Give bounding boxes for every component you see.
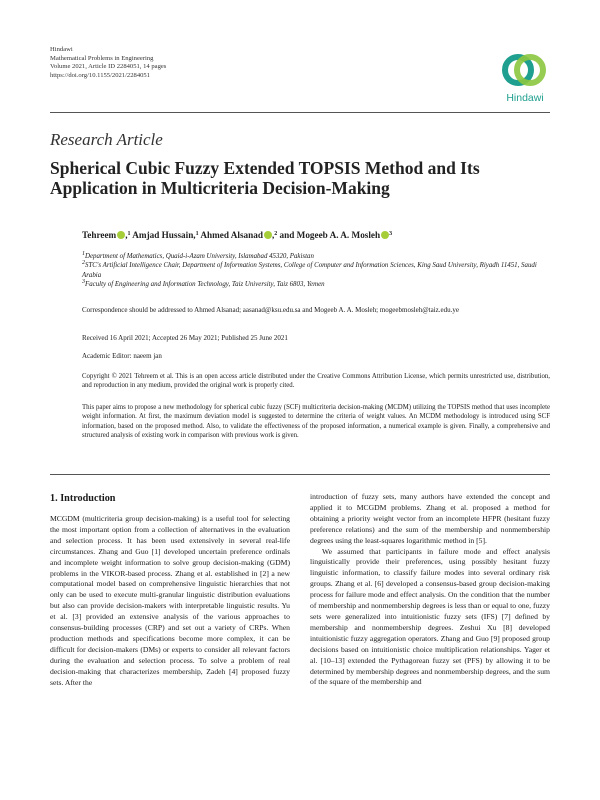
academic-editor: Academic Editor: naeem jan	[82, 352, 162, 360]
right-column	[310, 492, 550, 688]
logo-wordmark: Hindawi	[506, 92, 544, 104]
journal-meta	[50, 46, 166, 80]
volume-info: Volume 2021, Article ID 2284051, 14 pages	[50, 63, 167, 71]
abstract-divider	[50, 474, 550, 475]
publication-dates: Received 16 April 2021; Accepted 26 May 2021; Published 25 June 2021	[82, 334, 288, 342]
hindawi-logo-icon	[498, 48, 550, 92]
section-heading: 1. Introduction	[50, 493, 116, 504]
affiliation: $^3$Faculty of Engineering and Information Technology, Taiz University, Taiz 6803, Yemen	[82, 279, 325, 289]
affiliation: $^2$STC's Artificial Intelligence Chair, Department of Information Systems, College of Computer and Information Sciences, King Saud University, Riyadh 11451, Saudi Arabia	[82, 260, 537, 279]
journal-name: Mathematical Problems in Engineering	[50, 54, 154, 62]
article-title: Spherical Cubic Fuzzy Extended TOPSIS Method and Its Application in Multicriteria Decision-Making	[50, 158, 480, 198]
hindawi-logo	[498, 48, 550, 106]
doi-link[interactable]: https://doi.org/10.1155/2021/2284051	[50, 71, 151, 79]
orcid-icon[interactable]	[264, 231, 272, 239]
publisher-name: Hindawi	[50, 46, 73, 53]
article-type: Research Article	[50, 130, 163, 149]
copyright-notice: Copyright © 2021 Tehreem et al. This is an open access article distributed under the Creative Commons Attribution License, which permits unrestricted use, distribution, and reproduction in any medium, provided the original work is properly cited.	[82, 373, 550, 390]
author: Tehreem ,$^1$	[82, 230, 131, 240]
affiliation: $^1$Department of Mathematics, Quaid-i-Azam University, Islamabad 45320, Pakistan	[82, 251, 314, 260]
affiliations	[82, 252, 552, 290]
orcid-icon[interactable]	[117, 231, 125, 239]
author-list	[82, 230, 392, 240]
orcid-icon[interactable]	[381, 231, 389, 239]
author: Ahmed Alsanad ,$^2$	[200, 230, 278, 240]
header-divider	[50, 112, 550, 113]
author: Amjad Hussain,$^1$	[132, 230, 199, 240]
abstract: This paper aims to propose a new methodology for spherical cubic fuzzy (SCF) multicriteria decision-making (MCDM) utilizing the TOPSIS method that uses incomplete weight information. At first, the maximum deviation model is suggested to determine the criteria of weight values. An MCDM methodology is introduced using SCF information, based on the proposed method. Also, to validate the effectiveness of the proposed information, a numerical example is given. Finally, a comprehensive and structured analysis of existing work in comparison with previous work is given.	[82, 404, 550, 440]
paragraph: We assumed that participants in failure mode and effect analysis linguistically provide their preferences, using possibly hesitant fuzzy linguistic information, to classify failure modes into several ordinary risk groups. Zhang et al. [6] developed a consensus-based group decision-making process for failure mode and effect analysis. On the condition that the number of membership and nonmembership degrees is less than or equal to one, fuzzy sets were generalized into intuitionistic fuzzy sets (IFS) [7] defined by membership and nonmembership degrees. Zeshui Xu [8] developed intuitionistic fuzzy aggregation operators. Zhang and Guo [9] proposed group decisions based on intuitionistic choice multiplication relationships. Yager et al. [10–13] extended the Pythagorean fuzzy set (PFS) by allowing it to be determined by membership degrees and nonmembership degrees, and the sum of the square of the membership and	[310, 546, 550, 687]
correspondence: Correspondence should be addressed to Ahmed Alsanad; aasanad@ksu.edu.sa and Mogeeb A. A. Mosleh; mogeebmosleh@taiz.edu.ye	[82, 306, 460, 314]
paragraph: MCGDM (multicriteria group decision-making) is a useful tool for selecting the most important option from a collection of alternatives in the evaluation and selection process. It has been used extensively in several real-life circumstances. Zhang and Guo [1] developed uncertain preference ordinals and incomplete weight information to solve group decision-making (GDM) problems in the VIKOR-based process. Zhang et al. established in [2] a new computational model based on comprehensive linguistic hierarchies that not only can be used to execute multi-granular linguistic distribution evaluations but also can provide decision-makers with interpretable linguistic results. Yu et al. [3] provided an extensive analysis of the various approaches to consensus-building processes (CRP) and set out a variety of CRPs. When production methods and specifications become more complex, it can be difficult for decision-makers (DMs) or experts to consider all relevant factors during the evaluation and selection process. To solve a problem of real decision-making that characterizes membership, Zadeh [4] proposed fuzzy sets. After the	[50, 514, 290, 687]
left-column	[50, 514, 290, 689]
paragraph: introduction of fuzzy sets, many authors have extended the concept and applied it to MCGDM problems. Zhang et al. proposed a method for obtaining a priority weight vector from an incomplete HFPR (hesitant fuzzy preference relations) and the sum of the membership and nonmembership degrees using the least-squares logarithmic method in [5].	[310, 492, 550, 545]
author: and Mogeeb A. A. Mosleh $^3$	[279, 230, 393, 240]
